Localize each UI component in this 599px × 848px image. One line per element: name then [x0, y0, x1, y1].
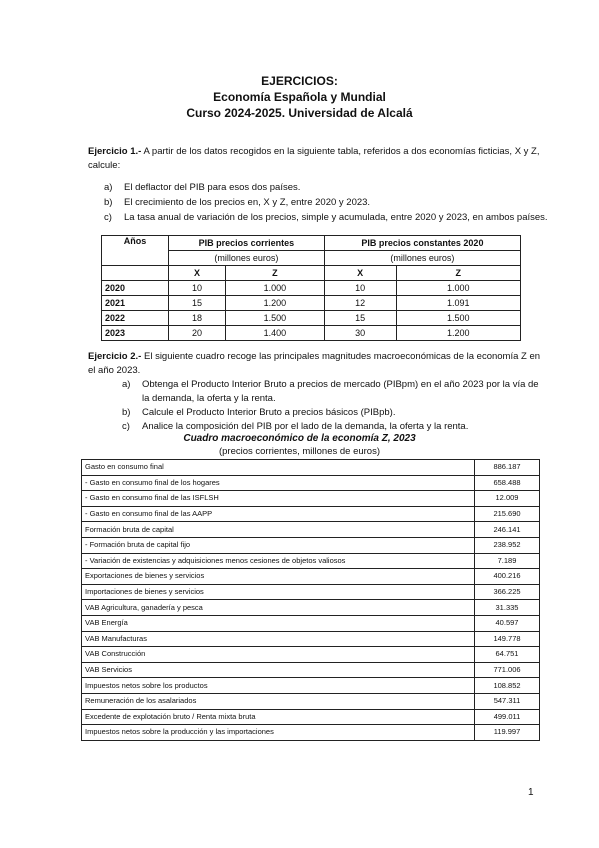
row-value: 119.997 [475, 725, 540, 741]
sub-header: Z [396, 266, 520, 281]
ej1-text1: A partir de los datos recogidos en la siguiente tabla, referidos a dos economías ficticias, X y Z, [141, 146, 540, 157]
row-value: 149.778 [475, 631, 540, 647]
row-label: Remuneración de los asalariados [82, 693, 475, 709]
row-value: 366.225 [475, 584, 540, 600]
table-row: 2023 20 1.400 30 1.200 [102, 326, 521, 341]
row-value: 400.216 [475, 569, 540, 585]
row-label: - Gasto en consumo final de los hogares [82, 475, 475, 491]
macro-table [81, 459, 540, 741]
row-label: - Formación bruta de capital fijo [82, 537, 475, 553]
row-label: Importaciones de bienes y servicios [82, 584, 475, 600]
table-caption: Cuadro macroeconómico de la economía Z, 2023 [183, 433, 416, 444]
page-number: 1 [528, 787, 534, 798]
row-value: 771.006 [475, 662, 540, 678]
row-label: VAB Energía [82, 615, 475, 631]
item-text: Obtenga el Producto Interior Bruto a precios de mercado (PIBpm) en el año 2023 por la vía de [142, 379, 539, 390]
item-marker: c) [122, 421, 130, 432]
table-row: 2021 15 1.200 12 1.091 [102, 296, 521, 311]
ej2-intro [88, 350, 568, 378]
row-value: 108.852 [475, 678, 540, 694]
row-value: 12.009 [475, 491, 540, 507]
doc-title-line2: Economía Española y Mundial [213, 90, 386, 104]
row-value: 215.690 [475, 506, 540, 522]
doc-title-line3: Curso 2024-2025. Universidad de Alcalá [186, 106, 413, 120]
row-label: Gasto en consumo final [82, 460, 475, 476]
table-row: 2022 18 1.500 15 1.500 [102, 311, 521, 326]
row-label: Impuestos netos sobre los productos [82, 678, 475, 694]
row-label: Excedente de explotación bruto / Renta mixta bruta [82, 709, 475, 725]
row-value: 886.187 [475, 460, 540, 476]
item-text: Calcule el Producto Interior Bruto a precios básicos (PIBpb). [142, 407, 396, 418]
row-value: 31.335 [475, 600, 540, 616]
row-label: - Gasto en consumo final de las AAPP [82, 506, 475, 522]
table-row [82, 693, 540, 709]
pib-table [101, 235, 521, 341]
col-header-current-unit: (millones euros) [169, 251, 325, 266]
sub-header: Z [225, 266, 324, 281]
table-row [82, 475, 540, 491]
row-label: Formación bruta de capital [82, 522, 475, 538]
col-header-constant: PIB precios constantes 2020 [324, 236, 520, 251]
item-text: El crecimiento de los precios en, X y Z, entre 2020 y 2023. [124, 197, 371, 208]
sub-header: X [169, 266, 226, 281]
table-row [82, 491, 540, 507]
table-row [82, 709, 540, 725]
table-row [82, 506, 540, 522]
ej1-intro [88, 145, 568, 173]
table-row [82, 460, 540, 476]
table-row [82, 569, 540, 585]
table-row [82, 537, 540, 553]
item-marker: a) [122, 379, 131, 390]
col-header-constant-unit: (millones euros) [324, 251, 520, 266]
item-text: Analice la composición del PIB por el lado de la demanda, la oferta y la renta. [142, 421, 469, 432]
row-label: VAB Manufacturas [82, 631, 475, 647]
ej2-text1: El siguiente cuadro recoge las principales magnitudes macroeconómicas de la economía Z en [141, 351, 541, 362]
table-row: 2020 10 1.000 10 1.000 [102, 281, 521, 296]
table-row [82, 662, 540, 678]
row-label: Impuestos netos sobre la producción y las importaciones [82, 725, 475, 741]
ej2-label: Ejercicio 2.- [88, 351, 142, 362]
row-label: VAB Agricultura, ganadería y pesca [82, 600, 475, 616]
row-value: 246.141 [475, 522, 540, 538]
item-text: La tasa anual de variación de los precios, simple y acumulada, entre 2020 y 2023, en ambos países. [124, 212, 548, 223]
row-value: 64.751 [475, 647, 540, 663]
row-value: 7.189 [475, 553, 540, 569]
ej1-label: Ejercicio 1.- [88, 146, 142, 157]
col-header-current: PIB precios corrientes [169, 236, 325, 251]
item-marker: b) [104, 197, 113, 208]
row-value: 40.597 [475, 615, 540, 631]
col-header-years: Años [102, 236, 169, 266]
row-value: 547.311 [475, 693, 540, 709]
table-row [82, 678, 540, 694]
table-row [82, 615, 540, 631]
item-text: la demanda, la oferta y la renta. [142, 393, 276, 404]
row-value: 238.952 [475, 537, 540, 553]
table-caption-units: (precios corrientes, millones de euros) [218, 446, 381, 457]
table-row [82, 631, 540, 647]
table-row [82, 600, 540, 616]
item-marker: a) [104, 182, 113, 193]
row-label: VAB Servicios [82, 662, 475, 678]
doc-title-line1: EJERCICIOS: [261, 74, 338, 88]
ej1-text2: calcule: [88, 160, 121, 171]
row-label: Exportaciones de bienes y servicios [82, 569, 475, 585]
row-label: - Variación de existencias y adquisiciones menos cesiones de objetos valiosos [82, 553, 475, 569]
table-row [82, 647, 540, 663]
empty-cell [102, 266, 169, 281]
row-value: 658.488 [475, 475, 540, 491]
table-row [82, 584, 540, 600]
item-marker: c) [104, 212, 112, 223]
sub-header: X [324, 266, 396, 281]
row-label: - Gasto en consumo final de las ISFLSH [82, 491, 475, 507]
row-value: 499.011 [475, 709, 540, 725]
item-marker: b) [122, 407, 131, 418]
item-text: El deflactor del PIB para esos dos países. [124, 182, 301, 193]
row-label: VAB Construcción [82, 647, 475, 663]
table-row [82, 725, 540, 741]
table-row [82, 522, 540, 538]
ej2-text2: el año 2023. [88, 365, 141, 376]
table-row [82, 553, 540, 569]
